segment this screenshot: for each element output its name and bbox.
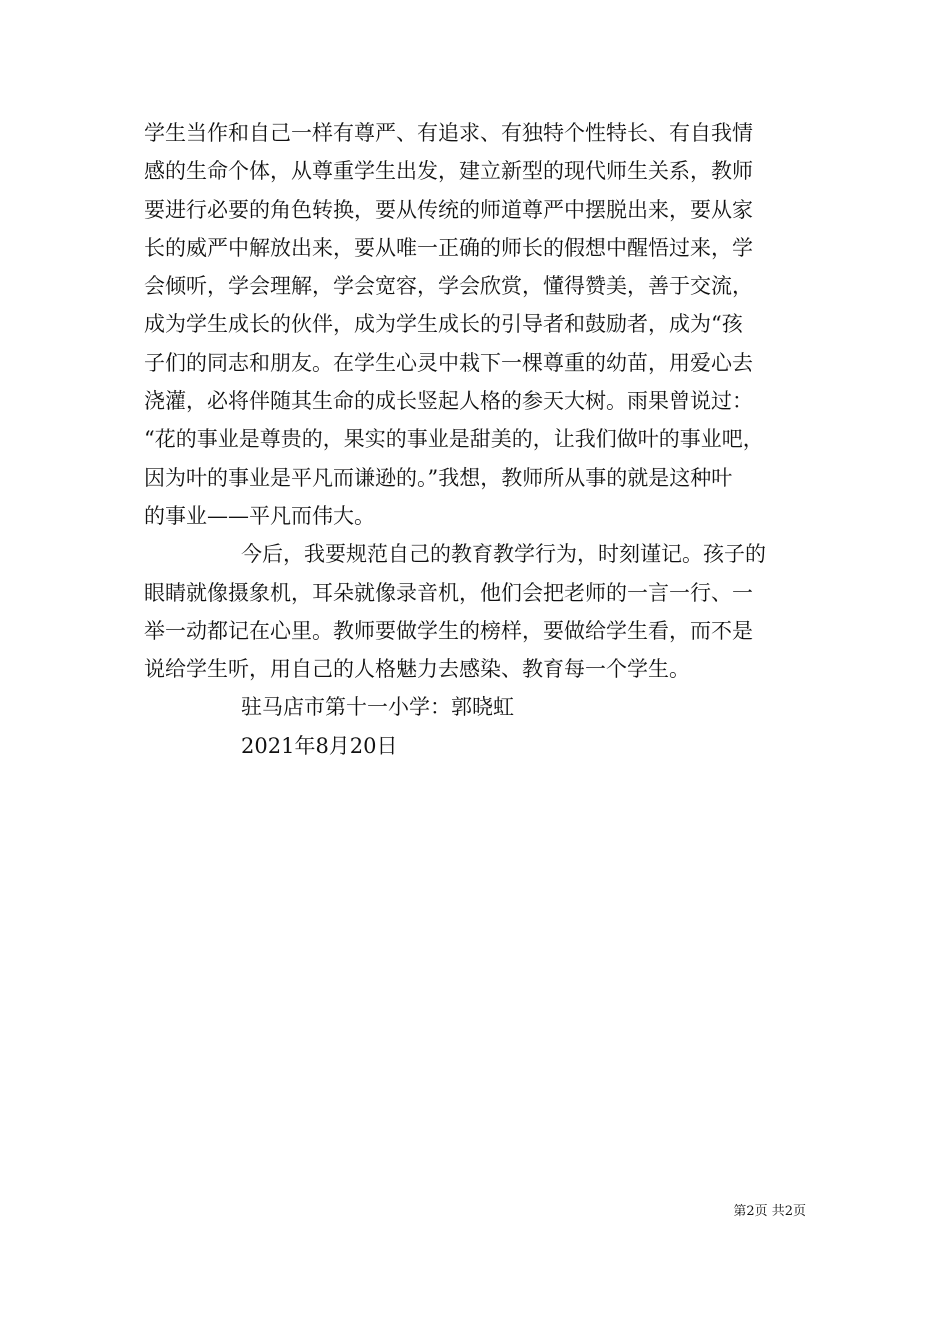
paragraph-start-line: 今后，我要规范自己的教育教学行为，时刻谨记。孩子的: [241, 542, 766, 567]
text-line: 眼睛就像摄象机，耳朵就像录音机，他们会把老师的一言一行、一: [144, 580, 753, 605]
page-number: 第2页 共2页: [733, 1204, 806, 1219]
text-line: 举一动都记在心里。教师要做学生的榜样，要做给学生看，而不是: [144, 618, 753, 643]
signature-author: 驻马店市第十一小学：郭晓虹: [241, 695, 514, 720]
text-line: 要进行必要的角色转换，要从传统的师道尊严中摆脱出来，要从家: [144, 197, 753, 222]
text-line: 感的生命个体，从尊重学生出发，建立新型的现代师生关系，教师: [144, 159, 753, 184]
text-line: 说给学生听，用自己的人格魅力去感染、教育每一个学生。: [144, 657, 690, 682]
text-line: 学生当作和自己一样有尊严、有追求、有独特个性特长、有自我情: [144, 121, 753, 145]
text-line: 浇灌，必将伴随其生命的成长竖起人格的参天大树。雨果曾说过：: [144, 389, 753, 414]
text-line: “花的事业是尊贵的，果实的事业是甜美的，让我们做叶的事业吧，: [144, 427, 764, 452]
signature-date: 2021年8月20日: [241, 733, 398, 758]
text-line: 成为学生成长的伙伴，成为学生成长的引导者和鼓励者，成为“孩: [144, 312, 743, 337]
text-line: 的事业——平凡而伟大。: [144, 503, 375, 528]
text-line: 因为叶的事业是平凡而谦逊的。”我想，教师所从事的就是这种叶: [144, 465, 733, 490]
text-line: 会倾听，学会理解，学会宽容，学会欣赏，懂得赞美，善于交流，: [144, 274, 753, 299]
text-line: 长的威严中解放出来，要从唯一正确的师长的假想中醒悟过来，学: [144, 235, 753, 260]
body-text: [144, 114, 824, 765]
text-line: 子们的同志和朋友。在学生心灵中栽下一棵尊重的幼苗，用爱心去: [144, 350, 753, 375]
